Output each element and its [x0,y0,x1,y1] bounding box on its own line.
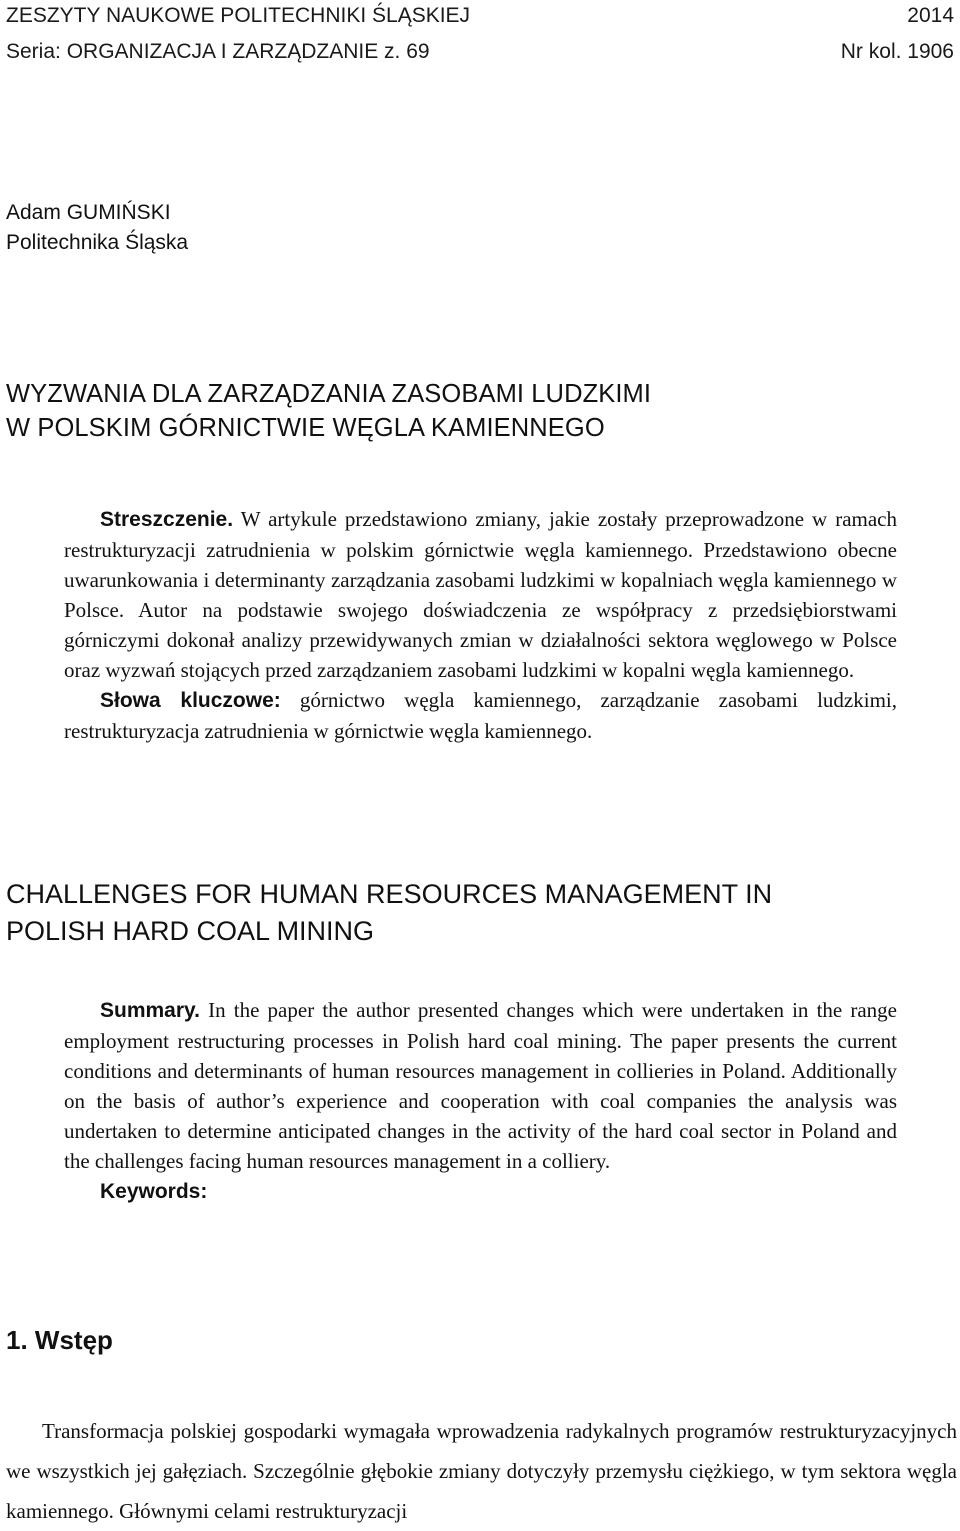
polish-title [6,377,651,445]
journal-year: 2014 [907,4,954,27]
polish-title-line-2: W POLSKIM GÓRNICTWIE WĘGLA KAMIENNEGO [6,414,605,442]
section-heading: 1. Wstęp [6,1325,113,1355]
abstract-label: Streszczenie. [100,508,234,531]
keywords-label: Słowa kluczowe: [100,689,281,712]
keywords-text: górnictwo węgla kamiennego, zarządzanie zasobami ludzkimi, restrukturyzacja zatrudnienia w górnictwie węgla kamiennego. [64,688,898,743]
section-paragraph: Transformacja polskiej gospodarki wymagała wprowadzenia radykalnych programów restrukturyzacyjnych we wszystkich jej gałęziach. Szczególnie głębokie zmiany dotyczyły przemysłu ciężkiego, w tym sektora węgla kamiennego. Głównymi celami restrukturyzacji [6,1419,957,1523]
english-title [6,876,772,950]
journal-name: ZESZYTY NAUKOWE POLITECHNIKI ŚLĄSKIEJ [6,4,471,27]
author-name: Adam GUMIŃSKI [6,201,171,224]
series-name: Seria: ORGANIZACJA I ZARZĄDZANIE z. 69 [6,40,430,63]
polish-abstract [64,504,897,746]
summary-text: In the paper the author presented changes which were undertaken in the range employment restructuring processes in Polish hard coal mining. The paper presents the current conditions and determinants of human resources management in collieries in Poland. Additionally on the basis of author’s experience and cooperation with coal companies the analysis was undertaken to determine anticipated changes in the activity of the hard coal sector in Poland and the challenges facing human resources management in a colliery. [64,998,897,1173]
english-keywords-label: Keywords: [100,1180,208,1203]
summary-label: Summary. [100,999,200,1022]
section-body [6,1411,957,1531]
english-title-line-2: POLISH HARD COAL MINING [6,916,375,946]
volume-number: Nr kol. 1906 [840,40,954,63]
series-header-row [6,39,954,65]
english-title-line-1: CHALLENGES FOR HUMAN RESOURCES MANAGEMENT IN [6,879,773,909]
polish-title-line-1: WYZWANIA DLA ZARZĄDZANIA ZASOBAMI LUDZKIMI [6,380,652,408]
english-abstract [64,995,897,1207]
abstract-text: W artykule przedstawiono zmiany, jakie zostały przeprowadzone w ramach restrukturyzacji zatrudnienia w polskim górnictwie węgla kamiennego. Przedstawiono obecne uwarunkowania i determinanty zarządzania zasobami ludzkimi w kopalniach węgla kamiennego w Polsce. Autor na podstawie swojego doświadczenia ze współpracy z przedsiębiorstwami górniczymi dokonał analizy przewidywanych zmian w działalności sektora węglowego w Polsce oraz wyzwań stojących przed zarządzaniem zasobami ludzkimi w kopalni węgla kamiennego. [64,507,897,682]
journal-header-row [6,3,954,29]
author-affiliation: Politechnika Śląska [6,231,189,254]
author-block [6,198,188,258]
